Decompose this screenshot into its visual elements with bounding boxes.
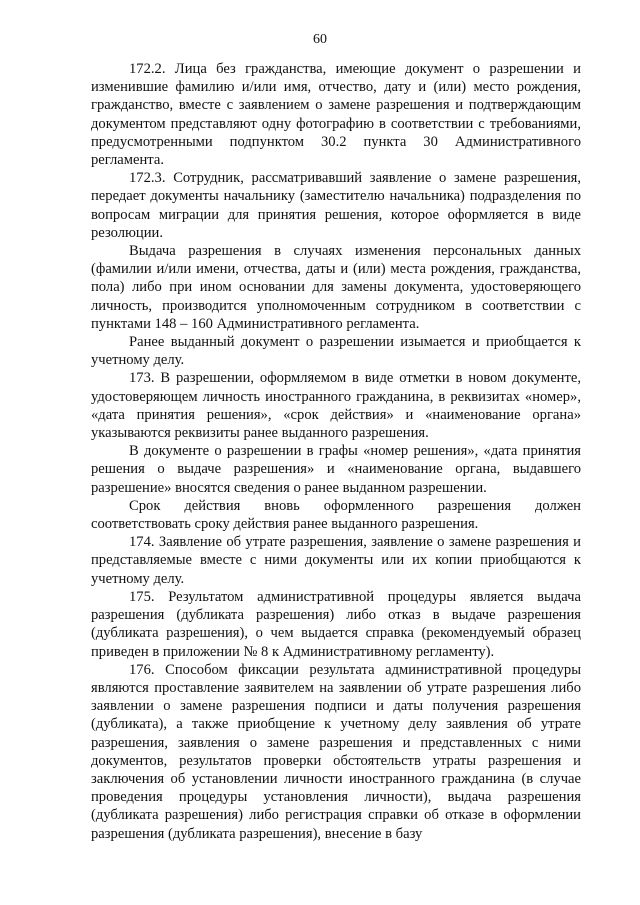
paragraph-issuance-on-data-change: Выдача разрешения в случаях изменения персональных данных (фамилии и/или имени, отчества, даты и (или) места рождения, гражданства, пола) либо при ином основании для замены документа, удостоверяющего личность, производится уполномоченным сотрудником в соответствии с пунктами 148 – 160 Административного регламента. <box>91 243 581 332</box>
paragraph-174: 174. Заявление об утрате разрешения, заявление о замене разрешения и представляемые вместе с ними документы или их копии приобщаются к учетному делу. <box>91 534 581 587</box>
paragraph-175: 175. Результатом административной процедуры является выдача разрешения (дубликата разрешения) либо отказ в выдаче разрешения (дубликата разрешения), о чем выдается справка (рекомендуемый образец приведен в приложении № 8 к Административному регламенту). <box>91 588 581 660</box>
paragraph-previous-document-withdrawn: Ранее выданный документ о разрешении изымается и приобщается к учетному делу. <box>91 334 581 369</box>
paragraph-176: 176. Способом фиксации результата административной процедуры являются проставление заявителем на заявлении об утрате разрешения либо заявлении о замене разрешения подписи и даты получения разрешения (дубликата), а также приобщение к учетному делу заявления об утрате разрешения, заявления о замене разрешения и представленных с ними документов, результатов проверки обстоятельств утраты разрешения и заключения об установлении личности иностранного гражданина (в случае проведения процедуры установления личности), выдача разрешения (дубликата разрешения) либо регистрация справки об отказе в оформлении разрешения (дубликата разрешения), внесение в базу <box>91 661 581 842</box>
paragraph-document-fields: В документе о разрешении в графы «номер решения», «дата принятия решения о выдаче разрешения» и «наименование органа, выдавшего разрешение» вносятся сведения о ранее выданном разрешении. <box>91 443 581 496</box>
page-number: 60 <box>313 32 327 47</box>
paragraph-172-2: 172.2. Лица без гражданства, имеющие документ о разрешении и изменившие фамилию и/или имя, отчество, дату и (или) место рождения, гражданство, вместе с заявлением о замене разрешения и подтверждающим документом представляют одну фотографию в соответствии с требованиями, предусмотренными подпунктом 30.2 пункта 30 Административного регламента. <box>91 61 581 169</box>
document-body <box>91 60 581 843</box>
paragraph-172-3: 172.3. Сотрудник, рассматривавший заявление о замене разрешения, передает документы начальнику (заместителю начальника) подразделения по вопросам миграции для принятия решения, которое оформляется в виде резолюции. <box>91 170 581 241</box>
paragraph-173: 173. В разрешении, оформляемом в виде отметки в новом документе, удостоверяющем личность иностранного гражданина, в реквизитах «номер», «дата принятия решения», «срок действия» и «наименование органа» указываются реквизиты ранее выданного разрешения. <box>91 370 581 442</box>
paragraph-validity-period: Срок действия вновь оформленного разрешения должен соответствовать сроку действия ранее выданного разрешения. <box>91 497 581 533</box>
